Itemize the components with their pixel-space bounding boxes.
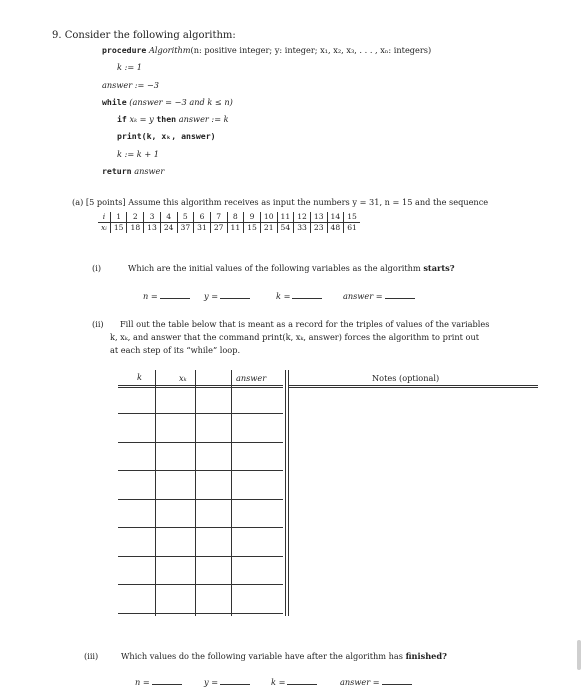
question-title: 9. Consider the following algorithm: <box>52 30 236 41</box>
sub-ii-line3: at each step of its “while” loop. <box>110 345 241 355</box>
algorithm-line-if <box>117 114 229 124</box>
value-cell: 61 <box>347 223 357 232</box>
index-cell: 14 <box>327 212 344 223</box>
keyword-if: if <box>117 114 127 124</box>
answer-label: answer = <box>340 677 380 687</box>
row-label-i: i <box>98 212 110 223</box>
notes-header-rule <box>288 387 538 388</box>
value-cell: 33 <box>294 223 311 234</box>
n-label: n = <box>143 291 158 301</box>
sub-iii-k-answer <box>271 676 317 687</box>
sub-iii-label: (iii) <box>84 651 99 661</box>
sequence-index-row <box>98 212 360 223</box>
value-cell: 15 <box>244 223 261 234</box>
value-cell: 18 <box>127 223 144 234</box>
sequence-value-row <box>98 223 360 234</box>
sub-i-n-answer <box>143 290 190 301</box>
value-cell: 15 <box>110 223 127 234</box>
index-cell: 12 <box>294 212 311 223</box>
sub-ii-line2: k, xₖ, and answer that the command print(k, xₖ, answer) forces the algorithm to print out <box>110 332 480 342</box>
index-cell: 4 <box>160 212 177 223</box>
sub-i-question <box>128 263 455 273</box>
table-row-line <box>118 613 283 614</box>
n-blank[interactable] <box>152 676 182 685</box>
table-divider <box>155 370 156 616</box>
value-cell: 37 <box>177 223 194 234</box>
index-cell: 8 <box>227 212 244 223</box>
algorithm-line-print: print(k, xₖ, answer) <box>117 131 216 141</box>
table-row-line <box>118 556 283 557</box>
table-divider <box>195 370 196 616</box>
notes-header-rule <box>288 385 538 386</box>
sub-i-y-answer <box>204 290 250 301</box>
index-cell: 9 <box>244 212 261 223</box>
y-blank[interactable] <box>220 290 250 299</box>
algorithm-line-procedure <box>102 45 431 55</box>
n-label: n = <box>135 677 150 687</box>
index-cell: 6 <box>194 212 211 223</box>
algorithm-line-answer-init: answer := −3 <box>102 80 160 90</box>
value-cell: 13 <box>144 223 161 234</box>
if-condition: xₖ = y <box>129 114 154 124</box>
part-a-intro: (a) [5 points] Assume this algorithm receives as input the numbers y = 31, n = 15 and the sequence <box>72 197 489 207</box>
sub-i-answer-answer <box>343 290 415 301</box>
notes-divider <box>285 370 286 616</box>
answer-blank[interactable] <box>382 676 412 685</box>
sub-iii-answer-answer <box>340 676 412 687</box>
answer-blank[interactable] <box>385 290 415 299</box>
algorithm-line-while <box>102 97 233 107</box>
value-cell: 48 <box>327 223 344 234</box>
table-row-line <box>118 584 283 585</box>
k-label: k = <box>276 291 291 301</box>
sequence-table <box>98 212 360 233</box>
index-cell: 15 <box>344 212 360 223</box>
sub-i-bold: starts? <box>423 263 455 273</box>
keyword-while: while <box>102 97 127 107</box>
value-cell: 24 <box>160 223 177 234</box>
y-label: y = <box>204 291 219 301</box>
value-cell: 54 <box>277 223 294 234</box>
index-cell: 3 <box>144 212 161 223</box>
sub-iii-y-answer <box>204 676 250 687</box>
index-cell: 13 <box>310 212 327 223</box>
y-label: y = <box>204 677 219 687</box>
index-cell: 10 <box>260 212 277 223</box>
keyword-procedure: procedure <box>102 45 147 55</box>
keyword-return: return <box>102 166 132 176</box>
sub-ii-line1: Fill out the table below that is meant as a record for the triples of values of the variables <box>120 319 490 329</box>
answer-label: answer = <box>343 291 383 301</box>
algorithm-line-k-init: k := 1 <box>117 62 142 72</box>
k-blank[interactable] <box>287 676 317 685</box>
value-cell: 23 <box>310 223 327 234</box>
row-label-x: xᵢ <box>98 223 110 234</box>
sub-iii-text: Which values do the following variable have after the algorithm has <box>121 651 403 661</box>
index-cell: 5 <box>177 212 194 223</box>
sub-iii-question <box>121 651 447 661</box>
index-cell: 11 <box>277 212 294 223</box>
notes-header: Notes (optional) <box>372 373 440 383</box>
scrollbar[interactable] <box>577 640 581 670</box>
algorithm-line-increment: k := k + 1 <box>117 149 160 159</box>
algorithm-line-return <box>102 166 164 176</box>
table-row-line <box>118 442 283 443</box>
notes-divider <box>288 370 289 616</box>
col-header-k: k <box>137 372 142 382</box>
value-cell: 31 <box>194 223 211 234</box>
keyword-then: then <box>156 114 177 124</box>
col-header-xk: xₖ <box>179 373 187 383</box>
sub-ii-label: (ii) <box>92 319 104 329</box>
value-cell: 27 <box>210 223 227 234</box>
sub-iii-n-answer <box>135 676 182 687</box>
y-blank[interactable] <box>220 676 250 685</box>
k-label: k = <box>271 677 286 687</box>
return-value: answer <box>134 166 165 176</box>
table-row-line <box>118 470 283 471</box>
algorithm-name: Algorithm <box>148 45 191 55</box>
table-header-rule <box>118 385 283 386</box>
table-divider <box>231 370 232 616</box>
k-blank[interactable] <box>292 290 322 299</box>
value-cell: 11 <box>227 223 244 234</box>
sub-i-label: (i) <box>92 263 102 273</box>
table-header-rule <box>118 387 283 388</box>
index-cell: 1 <box>110 212 127 223</box>
algorithm-params: (n: positive integer; y: integer; x₁, x₂, x₃, . . . , xₙ: integers) <box>190 45 432 55</box>
sub-iii-bold: finished? <box>405 651 447 661</box>
sub-i-k-answer <box>276 290 322 301</box>
value-cell: 21 <box>260 223 277 234</box>
table-row-line <box>118 527 283 528</box>
table-row-line <box>118 499 283 500</box>
index-cell: 7 <box>210 212 227 223</box>
col-header-answer: answer <box>236 373 267 383</box>
while-condition: (answer = −3 and k ≤ n) <box>129 97 233 107</box>
if-action: answer := k <box>178 114 229 124</box>
table-row-line <box>118 413 283 414</box>
n-blank[interactable] <box>160 290 190 299</box>
index-cell: 2 <box>127 212 144 223</box>
sub-i-text: Which are the initial values of the following variables as the algorithm <box>128 263 421 273</box>
